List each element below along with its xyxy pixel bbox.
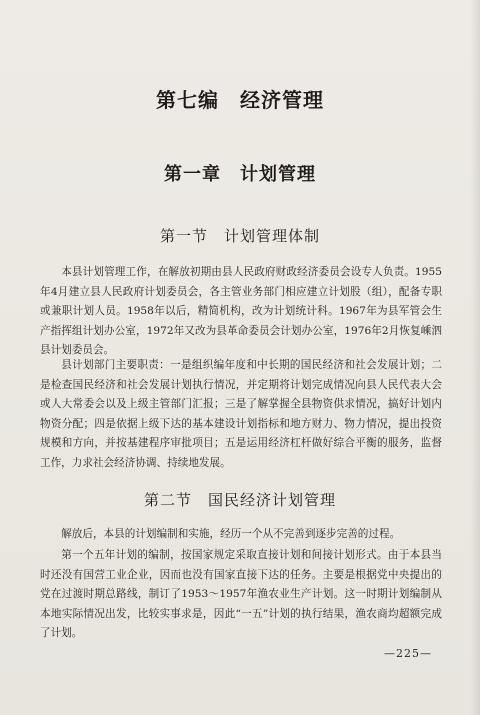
section-1-paragraph-1: 本县计划管理工作，在解放初期由县人民政府财政经济委员会设专人负责。1955年4月建立县人民政府计划委员会，各主管业务部门相应建立计划股（组），配备专职或兼职计划人员。1958年以后，精简机构，改为计划统计科。1967年为县军管会生产指挥组计划办公室，1972年又改为县革命委员会计划办公室，1976年2月恢复嵊泗县计划委员会。 (40, 266, 442, 357)
page-number: —225— (384, 647, 432, 660)
section-2-paragraph-1: 解放后，本县的计划编制和实施，经历一个从不完善到逐步完善的过程。 (61, 528, 401, 540)
section-2-paragraph-2: 第一个五年计划的编制，按国家规定采取直接计划和间接计划形式。由于本县当时还没有国营工业企业，因而也没有国家直接下达的任务。主要是根据党中央提出的党在过渡时期总路线，制订了1953～1957年渔农业生产计划。这一时期计划编制从本地实际情况出发，比较实事求是，因此“一五”计划的执行结果，渔农商均超额完成了计划。 (40, 549, 442, 640)
section-1-title: 第一节 计划管理体制 (159, 227, 320, 245)
section-1-paragraph-2: 县计划部门主要职责：一是组织编年度和中长期的国民经济和社会发展计划；二是检查国民经济和社会发展计划执行情况，并定期将计划完成情况向县人民代表大会或人大常委会以及上级主管部门汇报；三是了解掌握全县物资供求情况，搞好计划内物资分配；四是依据上级下达的基本建设计划指标和地方财力、物力情况，提出投资规模和方向，并按基建程序审批项目；五是运用经济杠杆做好综合平衡的服务，监督工作，力求社会经济协调、持续地发展。 (40, 359, 442, 469)
section-2-title: 第二节 国民经济计划管理 (143, 491, 336, 509)
part-title: 第七编 经济管理 (156, 88, 324, 112)
chapter-title: 第一章 计划管理 (164, 164, 316, 185)
